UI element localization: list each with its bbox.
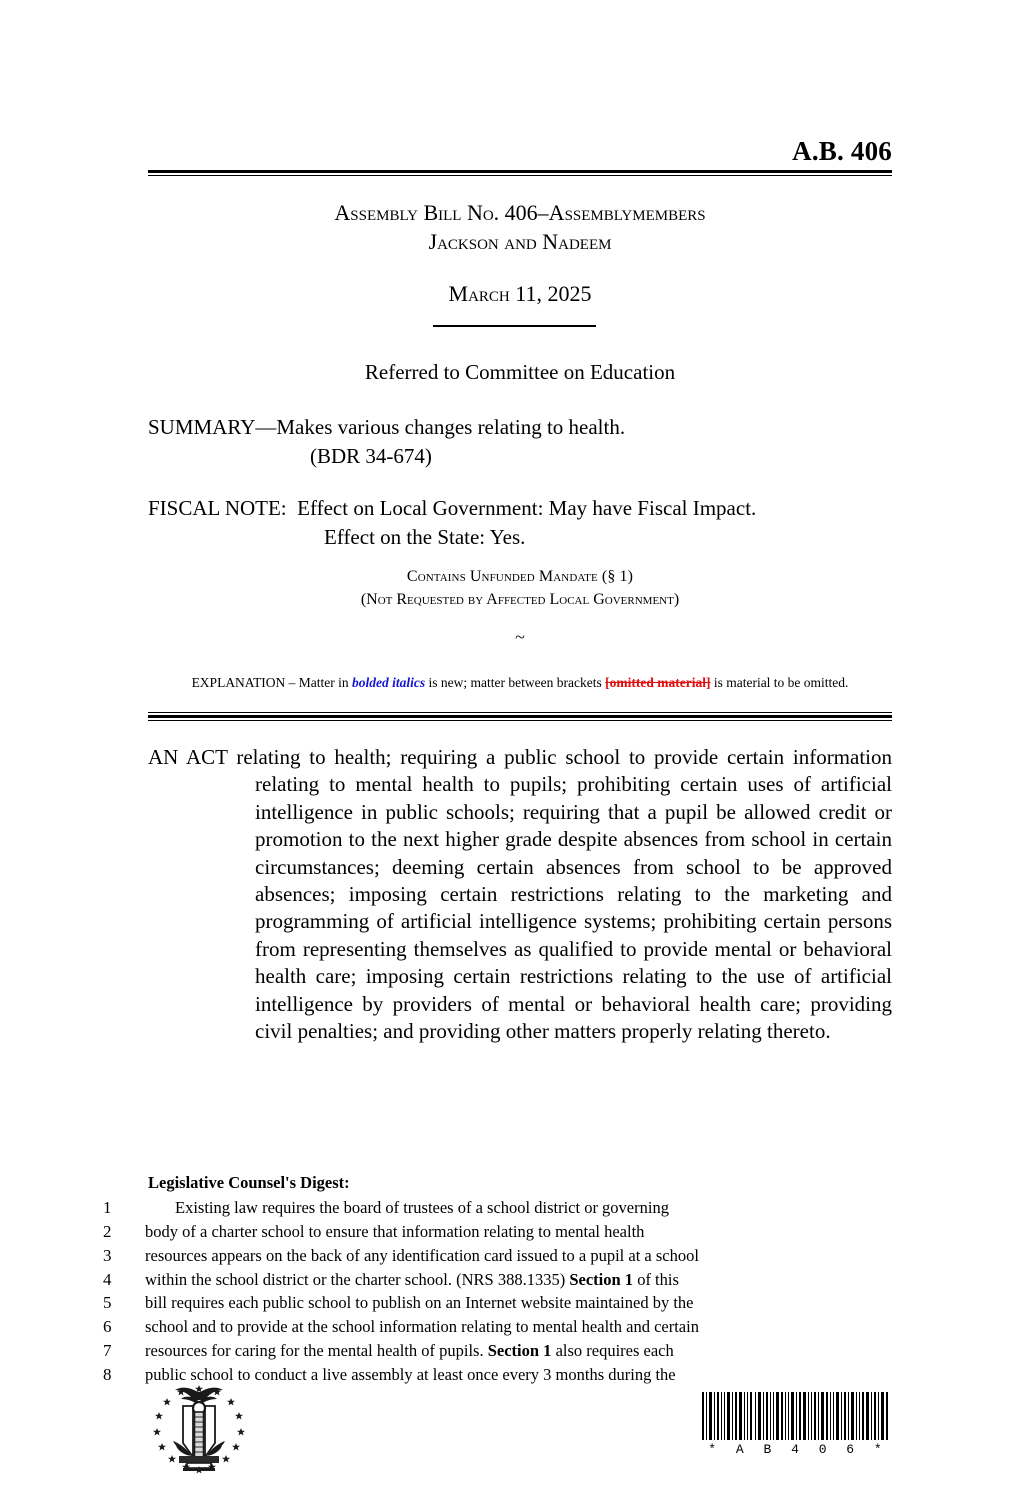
fiscal-note-line-1 [148,494,892,523]
header-divider-top [148,170,892,176]
digest-line-text: within the school district or the charter school. (NRS 388.1335) Section 1 of this [145,1269,679,1289]
digest-line [103,1220,893,1244]
fiscal-note-line-2: Effect on the State: Yes. [324,524,526,549]
digest-line [103,1196,893,1220]
rule-thin [148,720,892,721]
fiscal-note-local: Effect on Local Government: May have Fiscal Impact. [297,496,757,520]
digest-line-number: 4 [103,1269,112,1289]
act-body-text: relating to health; requiring a public school to provide certain information relating to mental health to pupils; prohibiting certain uses of artificial intelligence in public schools; requiring that a pupil be allowed credit or promotion to the next higher grade despite absences from school in certain circumstances; deeming certain absences from school to be approved absences; imposing certain restrictions relating to the marketing and programming of artificial intelligence systems; prohibiting certain persons from representing themselves as qualified to provide mental or behavioral health care; imposing certain restrictions relating to the use of artificial intelligence by providers of mental or behavioral health care; providing civil penalties; and providing other matters properly relating thereto. [236,745,893,1043]
explanation-new-material: bolded italics [352,675,426,690]
digest-line [103,1244,893,1268]
digest-line-text: body of a charter school to ensure that information relating to mental health [145,1221,645,1241]
bill-date: March 11, 2025 [448,281,592,306]
digest-line-text: resources appears on the back of any identification card issued to a pupil at a school [145,1245,699,1265]
explanation-suffix: is material to be omitted. [710,675,849,690]
date-divider [433,325,596,327]
mandate-line-2: (Not Requested by Affected Local Government) [360,591,680,609]
summary-bdr: (BDR 34-674) [310,443,432,468]
bill-title-line-2: Jackson and Nadeem [428,229,612,255]
digest-line-number: 3 [103,1245,112,1265]
digest-body [103,1196,893,1387]
digest-line-text: resources for caring for the mental health of pupils. Section 1 also requires each [145,1341,674,1361]
rule-thin [148,175,892,176]
summary-line [148,413,892,442]
digest-line-number: 2 [103,1221,112,1241]
digest-line [103,1315,893,1339]
digest-text-run: Existing law requires the board of trustees of a school district or governing [175,1198,669,1217]
bill-title-line-1: Assembly Bill No. 406–Assemblymembers [334,200,706,225]
explanation-prefix: EXPLANATION – Matter in [191,675,353,690]
explanation-omitted-material: [omitted material] [605,675,711,690]
barcode-label: * A B 4 0 6 * [708,1442,888,1457]
digest-line-number: 5 [103,1293,112,1313]
referred-to-committee: Referred to Committee on Education [364,360,676,384]
mandate-line-1: Contains Unfunded Mandate (§ 1) [406,568,634,585]
fiscal-note-label: FISCAL NOTE: [148,496,287,520]
digest-line-number: 8 [103,1364,112,1384]
explanation-note [148,675,892,691]
digest-line-number: 7 [103,1341,112,1361]
digest-line-text: school and to provide at the school information relating to mental health and certain [145,1317,699,1337]
bill-barcode [700,1392,890,1457]
digest-line-number: 1 [103,1198,112,1217]
digest-line-text: bill requires each public school to publish on an Internet website maintained by the [145,1293,694,1313]
digest-line-text [145,1197,893,1220]
explanation-middle: is new; matter between brackets [425,675,606,690]
digest-line-text: public school to conduct a live assembly at least once every 3 months during the [145,1364,676,1384]
barcode-graphic [700,1392,890,1440]
bill-number: A.B. 406 [792,136,892,166]
summary-text: Makes various changes relating to health. [276,415,626,439]
act-paragraph [148,744,892,1045]
digest-line-number: 6 [103,1317,112,1337]
act-lead-label: AN ACT [148,745,228,769]
digest-line [103,1339,893,1363]
digest-line [103,1291,893,1315]
digest-heading: Legislative Counsel's Digest: [148,1173,350,1192]
ornament-tilde: ~ [515,627,525,647]
nevada-state-seal-icon [143,1383,255,1483]
digest-line [103,1268,893,1292]
summary-label: SUMMARY— [148,415,277,439]
bill-title-block [148,198,892,256]
body-divider [148,712,892,721]
unfunded-mandate-notice [148,565,892,611]
fiscal-note-block [148,494,892,552]
summary-block [148,413,892,471]
